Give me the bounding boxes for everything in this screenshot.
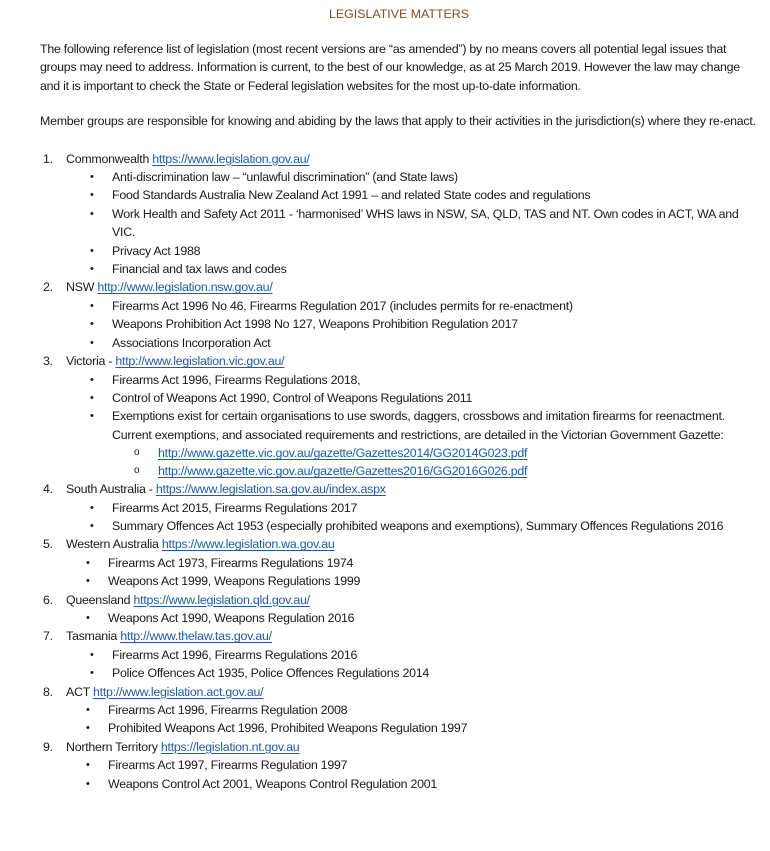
jurisdiction-name: Northern Territory (66, 739, 161, 754)
jurisdiction-tasmania (40, 627, 758, 682)
list-item-text: Firearms Act 2015, Firearms Regulations 2017 (112, 500, 358, 515)
list-item-text: Weapons Act 1999, Weapons Regulations 1999 (108, 574, 361, 589)
list-number: 3. (43, 354, 53, 369)
commonwealth-legislation-link[interactable]: https://www.legislation.gov.au/ (152, 151, 310, 166)
bullet-icon: • (90, 501, 94, 514)
jurisdiction-list (40, 150, 758, 793)
jurisdiction-nsw (40, 278, 758, 352)
bullet-icon: • (90, 519, 94, 532)
jurisdiction-name: Tasmania (66, 629, 121, 644)
bullet-icon: • (90, 171, 94, 184)
list-number: 9. (43, 739, 53, 754)
bullet-icon: • (86, 777, 90, 790)
bullet-icon: • (90, 410, 94, 423)
list-item (86, 719, 758, 737)
list-number: 4. (43, 482, 53, 497)
list-item (90, 297, 758, 315)
list-number: 7. (43, 629, 53, 644)
nt-legislation-link[interactable]: https://legislation.nt.gov.au (160, 739, 300, 754)
list-item (90, 389, 758, 407)
gazette-2016-link[interactable]: http://www.gazette.vic.gov.au/gazette/Gazettes2016/GG2016G026.pdf (158, 464, 528, 479)
jurisdiction-name: Victoria - (66, 354, 116, 369)
bullet-icon: • (86, 759, 90, 772)
sa-items (66, 499, 758, 536)
wa-items (66, 554, 758, 591)
list-item-text: Weapons Act 1990, Weapons Regulation 2016 (108, 610, 355, 625)
tas-items (66, 646, 758, 683)
list-item (90, 334, 758, 352)
list-number: 1. (43, 151, 53, 166)
list-item-text: Food Standards Australia New Zealand Act 1991 – and related State codes and regulations (112, 188, 591, 203)
jurisdiction-northern-territory (40, 738, 758, 793)
jurisdiction-victoria (40, 352, 758, 480)
sa-legislation-link[interactable]: https://www.legislation.sa.gov.au/index.aspx (155, 482, 386, 497)
list-item-text: Police Offences Act 1935, Police Offences Regulations 2014 (112, 666, 430, 681)
list-number: 6. (43, 592, 53, 607)
list-item-text: Weapons Prohibition Act 1998 No 127, Weapons Prohibition Regulation 2017 (112, 317, 518, 332)
list-item-text: Firearms Act 1996 No 46, Firearms Regulation 2017 (includes permits for re-enactment) (112, 298, 573, 313)
bullet-icon: • (90, 373, 94, 386)
list-item (90, 371, 758, 389)
nt-items (66, 756, 758, 793)
jurisdiction-act (40, 683, 758, 738)
list-item-text: Weapons Control Act 2001, Weapons Control Regulation 2001 (108, 776, 438, 791)
list-item (90, 168, 758, 186)
bullet-icon: • (86, 611, 90, 624)
jurisdiction-commonwealth (40, 150, 758, 279)
list-item-text: Financial and tax laws and codes (112, 262, 287, 277)
list-item-text: Firearms Act 1973, Firearms Regulations 1974 (108, 555, 354, 570)
wa-legislation-link[interactable]: https://www.legislation.wa.gov.au (161, 537, 335, 552)
bullet-icon: • (90, 667, 94, 680)
responsibility-paragraph: Member groups are responsible for knowing and abiding by the laws that apply to their activities in the jurisdiction(s) where they re-enact. (40, 114, 756, 129)
list-item (90, 517, 758, 535)
jurisdiction-name: ACT (66, 684, 93, 699)
gazette-links (112, 444, 758, 480)
act-legislation-link[interactable]: http://www.legislation.act.gov.au/ (93, 684, 264, 699)
list-item-text: Firearms Act 1997, Firearms Regulation 1997 (108, 758, 348, 773)
list-item (90, 186, 758, 204)
qld-items (66, 609, 758, 627)
list-item-text: Anti-discrimination law – “unlawful discrimination” (and State laws) (112, 170, 458, 185)
bullet-icon: • (90, 336, 94, 349)
jurisdiction-name: South Australia - (66, 482, 156, 497)
jurisdiction-name: Queensland (66, 592, 134, 607)
jurisdiction-south-australia (40, 480, 758, 535)
list-item (90, 315, 758, 333)
intro-paragraph: The following reference list of legislation (most recent versions are “as amended”) by no means covers all potential legal issues that groups may need to address. Information is current, to the best of our knowledge, as at 25 March 2019. However the law may change and it is important to check the State or Federal legislation websites for the most up-to-date information. (40, 42, 740, 93)
bullet-icon: • (86, 704, 90, 716)
gazette-link-item (134, 444, 758, 462)
list-item (90, 499, 758, 517)
jurisdiction-name: Western Australia (66, 537, 162, 552)
list-item (90, 407, 758, 480)
bullet-icon: • (90, 391, 94, 404)
bullet-icon: • (86, 722, 90, 735)
bullet-icon: • (90, 207, 94, 220)
list-number: 5. (43, 537, 53, 552)
commonwealth-items (66, 168, 758, 278)
list-item-text: Firearms Act 1996, Firearms Regulations 2018, (112, 372, 361, 387)
list-item-text: Privacy Act 1988 (112, 243, 201, 258)
act-items (66, 701, 758, 738)
list-item (90, 260, 758, 278)
list-item (86, 609, 758, 627)
list-item (86, 775, 758, 793)
list-item (90, 242, 758, 260)
nsw-legislation-link[interactable]: http://www.legislation.nsw.gov.au/ (97, 280, 273, 295)
list-item-text: Prohibited Weapons Act 1996, Prohibited Weapons Regulation 1997 (108, 721, 468, 736)
list-item (90, 205, 758, 242)
list-item (86, 572, 758, 590)
list-item-text: Summary Offences Act 1953 (especially prohibited weapons and exemptions), Summary Offences Regulations 2016 (112, 518, 724, 533)
document-title: LEGISLATIVE MATTERS (329, 7, 469, 21)
list-item-text: Firearms Act 1996, Firearms Regulations 2016 (112, 647, 358, 662)
bullet-icon: • (90, 299, 94, 312)
jurisdiction-queensland (40, 591, 758, 628)
list-item (86, 554, 758, 572)
list-item (86, 756, 758, 774)
gazette-2014-link[interactable]: http://www.gazette.vic.gov.au/gazette/Gazettes2014/GG2014G023.pdf (158, 446, 528, 461)
bullet-icon: • (90, 244, 94, 257)
bullet-icon: • (90, 648, 94, 661)
victoria-legislation-link[interactable]: http://www.legislation.vic.gov.au/ (115, 354, 285, 369)
bullet-icon: • (90, 263, 94, 276)
qld-legislation-link[interactable]: https://www.legislation.qld.gov.au/ (133, 592, 310, 607)
bullet-icon: • (90, 189, 94, 202)
list-item-text: Control of Weapons Act 1990, Control of Weapons Regulations 2011 (112, 390, 473, 405)
list-item-text: Exemptions exist for certain organisations to use swords, daggers, crossbows and imitation firearms for reenactment. Current exemptions, and associated requirements and restrictions, are detailed in the Victorian Government Gazette: (112, 409, 725, 442)
list-number: 2. (43, 280, 53, 295)
list-item (90, 646, 758, 664)
jurisdiction-name: NSW (66, 280, 98, 295)
jurisdiction-western-australia (40, 535, 758, 590)
list-number: 8. (43, 684, 53, 699)
bullet-icon: • (90, 318, 94, 331)
list-item-text: Firearms Act 1996, Firearms Regulation 2008 (108, 703, 348, 717)
bullet-icon: • (86, 556, 90, 569)
circle-bullet-icon: o (134, 465, 140, 477)
list-item-text: Associations Incorporation Act (112, 335, 271, 350)
victoria-items (66, 371, 758, 481)
jurisdiction-name: Commonwealth (66, 151, 153, 166)
list-item (90, 664, 758, 682)
list-item (86, 701, 758, 719)
gazette-link-item (134, 462, 758, 480)
tas-legislation-link[interactable]: http://www.thelaw.tas.gov.au/ (120, 629, 272, 644)
list-item-text: Work Health and Safety Act 2011 - ‘harmonised’ WHS laws in NSW, SA, QLD, TAS and NT. Own codes in ACT, WA and VIC. (112, 206, 739, 240)
bullet-icon: • (86, 575, 90, 588)
circle-bullet-icon: o (134, 447, 140, 459)
nsw-items (66, 297, 758, 352)
